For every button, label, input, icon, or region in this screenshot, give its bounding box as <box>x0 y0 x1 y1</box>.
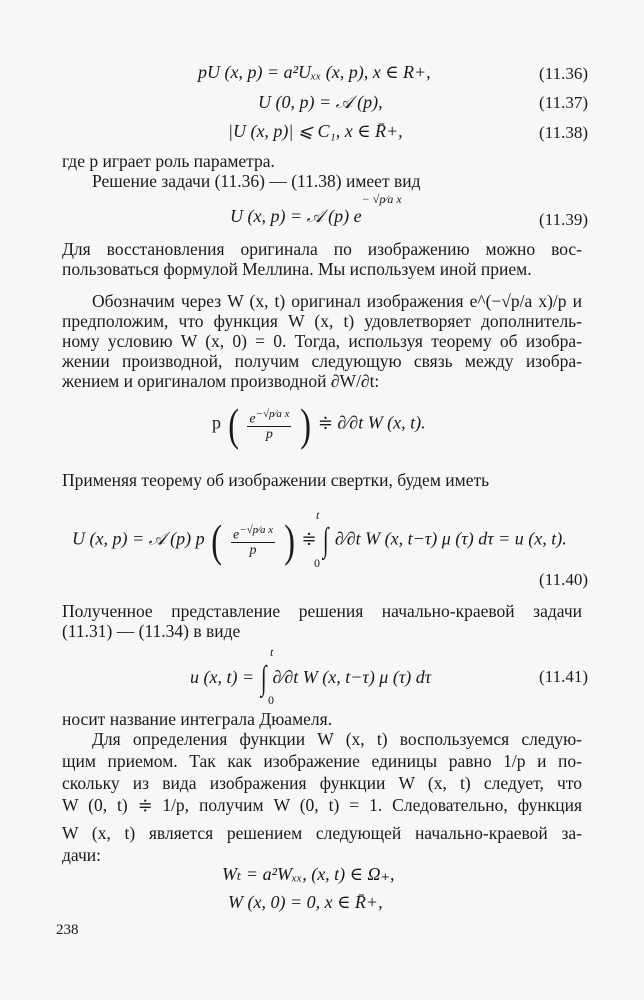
page-number: 238 <box>56 922 79 938</box>
equation-heat-problem: Wₜ = a²Wₓₓ, (x, t) ∈ Ω₊, <box>222 864 395 884</box>
equation-number: (11.37) <box>539 93 588 112</box>
text-line: скольку из вида изображения функции W (x, t) следует, что <box>62 773 582 793</box>
text-line: W (x, t) является решением следующей начально-краевой за- <box>62 823 582 843</box>
text-line: пользоваться формулой Меллина. Мы используем иной прием. <box>62 259 532 279</box>
equation-number: (11.40) <box>539 570 588 589</box>
equation-number: (11.41) <box>539 667 588 686</box>
text-line: жении производной, получим следующую связь между изобра- <box>62 351 582 371</box>
equation-number: (11.39) <box>539 210 588 229</box>
text-line: W (0, t) ≑ 1/p, получим W (0, t) = 1. Следовательно, функция <box>62 795 582 815</box>
text-line: предположим, что функция W (x, t) удовлетворяет дополнитель- <box>62 311 582 331</box>
text-line: щим приемом. Так как изображение единицы равно 1/p и по- <box>62 751 582 771</box>
text-line: носит название интеграла Дюамеля. <box>62 709 333 729</box>
text-line: дачи: <box>62 845 101 865</box>
equation-11-38: |U (x, p)| ⩽ C₁, x ∈ R̄+, <box>228 121 403 141</box>
equation-number: (11.38) <box>539 123 588 142</box>
equation-11-36: pU (x, p) = a²Uₓₓ (x, p), x ∈ R+, <box>198 62 431 82</box>
text-line: где p играет роль параметра. <box>62 151 275 171</box>
exponent: − √p⁄a x <box>361 192 402 206</box>
equation-lhs: U (x, p) = 𝒜 (p) e <box>230 206 362 226</box>
equation-rhs: ∂⁄∂t W (x, t−τ) μ (τ) dτ <box>272 667 432 688</box>
equation-11-37: U (0, p) = 𝒜 (p), <box>258 92 383 112</box>
text-line: ному условию W (x, 0) = 0. Тогда, используя теорему об изобра- <box>62 331 582 351</box>
equation-rhs: ≑ ∂⁄∂t W (x, t). <box>317 412 426 433</box>
text-line: Для восстановления оригинала по изображению можно вос- <box>62 239 582 259</box>
equation-rhs: ∂⁄∂t W (x, t−τ) μ (τ) dτ = u (x, t). <box>334 528 567 549</box>
equation-11-40: U (x, p) = 𝒜 (p) p ( $\frac{e^{-√p⁄a x}}{p}$ ) ≑ ∫ ∂⁄∂t W (x, t−τ) μ (τ) dτ = u (x, t). <box>72 515 567 566</box>
equation-lhs: U (x, p) = 𝒜 (p) p <box>72 528 205 549</box>
text-line: жением и оригиналом производной ∂W/∂t: <box>62 371 380 391</box>
text-line: Обозначим через W (x, t) оригинал изображения e^(−√p/a x)/p и <box>92 291 582 311</box>
text-line: Полученное представление решения начально-краевой задачи <box>62 601 582 621</box>
text-line: Решение задачи (11.36) — (11.38) имеет вид <box>92 171 421 191</box>
equation-derivative-image: p ( $\frac{e^{-√p⁄a x}}{p}$ ) ≑ ∂⁄∂t W (x, t). <box>212 399 426 450</box>
equation-11-39 <box>230 192 402 227</box>
text-line: (11.31) — (11.34) в виде <box>62 621 241 641</box>
equation-11-41: u (x, t) = ∫ ∂⁄∂t W (x, t−τ) μ (τ) dτ <box>190 660 432 697</box>
equation-number: (11.36) <box>539 64 588 83</box>
equation-initial-condition: W (x, 0) = 0, x ∈ R̄+, <box>228 892 383 912</box>
equation-lhs: u (x, t) = <box>190 667 255 688</box>
text-line: Применяя теорему об изображении свертки, будем иметь <box>62 470 490 490</box>
text-line: Для определения функции W (x, t) воспользуемся следую- <box>92 729 582 749</box>
